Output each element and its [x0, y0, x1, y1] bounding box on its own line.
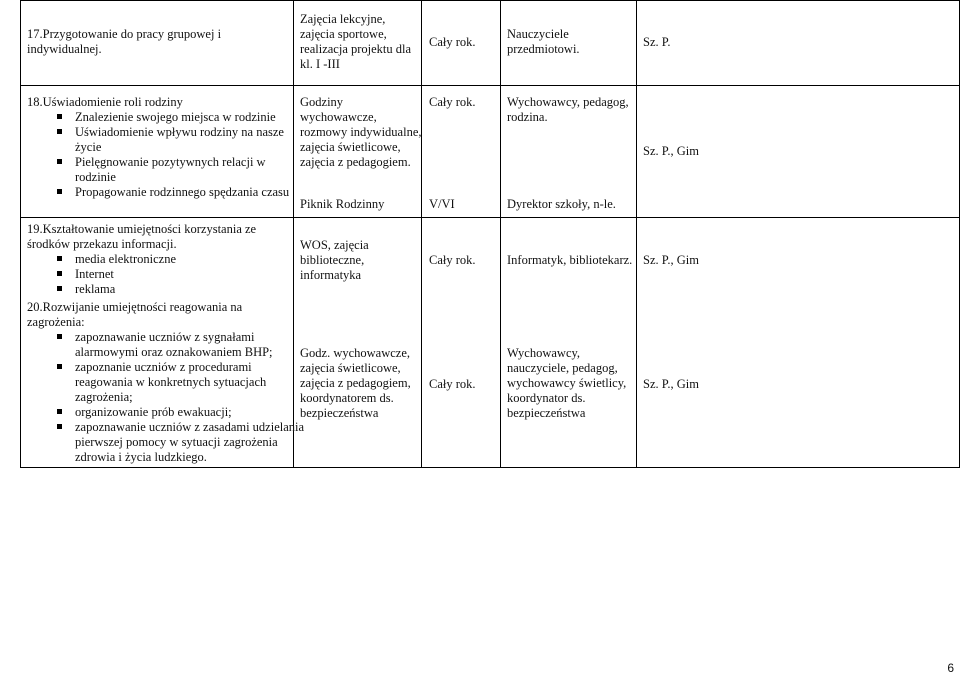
row-19-time: Cały rok. [429, 253, 476, 267]
row-17-topic [27, 27, 221, 57]
responsible-line: Wychowawcy, [507, 346, 581, 360]
topic-title: zagrożenia: [27, 315, 85, 329]
list-item: organizowanie prób ewakuacji; [27, 405, 304, 420]
forms-line: wychowawcze, [300, 110, 377, 124]
row-divider [20, 85, 960, 86]
row-20-forms [300, 346, 411, 421]
row-18-forms [300, 95, 422, 170]
responsible-line: przedmiotowi. [507, 42, 580, 56]
page-number: 6 [947, 661, 954, 675]
topic-line: indywidualnej. [27, 42, 102, 56]
row-20-responsible [507, 346, 626, 421]
list-item: Propagowanie rodzinnego spędzania czasu [27, 185, 289, 200]
table-bottom-border [20, 467, 960, 468]
row-19-responsible: Informatyk, bibliotekarz. [507, 253, 633, 267]
topic-title: środków przekazu informacji. [27, 237, 177, 251]
list-item: Uświadomienie wpływu rodziny na nasze życie [27, 125, 289, 155]
column-divider [421, 0, 422, 467]
row-18-extra-forms: Piknik Rodzinny [300, 197, 385, 211]
list-item: Internet [27, 267, 256, 282]
column-divider [636, 0, 637, 467]
forms-line: Godz. wychowawcze, [300, 346, 411, 360]
row-19-topic [27, 222, 256, 297]
responsible-line: koordynator ds. [507, 391, 586, 405]
forms-line: zajęcia świetlicowe, [300, 140, 401, 154]
list-item: zapoznawanie uczniów z sygnałami alarmowymi oraz oznakowaniem BHP; [27, 330, 304, 360]
row-20-notes: Sz. P., Gim [643, 377, 699, 391]
row-18-notes: Sz. P., Gim [643, 144, 699, 158]
forms-line: rozmowy indywidualne, [300, 125, 422, 139]
forms-line: Godziny [300, 95, 344, 109]
forms-line: zajęcia z pedagogiem, [300, 376, 411, 390]
row-18-time: Cały rok. [429, 95, 476, 109]
list-item: Pielęgnowanie pozytywnych relacji w rodzinie [27, 155, 289, 185]
topic-line: 17.Przygotowanie do pracy grupowej i [27, 27, 222, 41]
responsible-line: wychowawcy świetlicy, [507, 376, 627, 390]
row-18-extra-time: V/VI [429, 197, 455, 211]
topic-bullet-list [27, 110, 289, 200]
list-item: Znalezienie swojego miejsca w rodzinie [27, 110, 289, 125]
list-item: media elektroniczne [27, 252, 256, 267]
topic-title: 20.Rozwijanie umiejętności reagowania na [27, 300, 243, 314]
row-17-notes: Sz. P. [643, 35, 671, 49]
row-divider [20, 217, 960, 218]
responsible-line: bezpieczeństwa [507, 406, 586, 420]
row-20-time: Cały rok. [429, 377, 476, 391]
responsible-line: Nauczyciele [507, 27, 569, 41]
topic-bullet-list [27, 330, 304, 465]
row-20-topic [27, 300, 304, 465]
forms-line: zajęcia z pedagogiem. [300, 155, 411, 169]
forms-line: bezpieczeństwa [300, 406, 379, 420]
forms-line: biblioteczne, [300, 253, 365, 267]
topic-title: 18.Uświadomienie roli rodziny [27, 95, 183, 109]
list-item: reklama [27, 282, 256, 297]
row-19-notes: Sz. P., Gim [643, 253, 699, 267]
responsible-line: nauczyciele, pedagog, [507, 361, 618, 375]
forms-line: Zajęcia lekcyjne, [300, 12, 386, 26]
list-item: zapoznawanie uczniów z zasadami udzielania pierwszej pomocy w sytuacji zagrożenia zdrowia i życia ludzkiego. [27, 420, 304, 465]
forms-line: zajęcia świetlicowe, [300, 361, 401, 375]
responsible-line: rodzina. [507, 110, 548, 124]
forms-line: informatyka [300, 268, 362, 282]
forms-line: WOS, zajęcia [300, 238, 369, 252]
row-18-responsible [507, 95, 629, 125]
topic-title: 19.Kształtowanie umiejętności korzystania ze [27, 222, 257, 236]
list-item: zapoznanie uczniów z procedurami reagowania w konkretnych sytuacjach zagrożenia; [27, 360, 304, 405]
row-17-time: Cały rok. [429, 35, 476, 49]
forms-line: realizacja projektu dla [300, 42, 412, 56]
column-divider [500, 0, 501, 467]
row-18-topic [27, 95, 289, 200]
table-top-border [20, 0, 960, 1]
row-18-extra-responsible: Dyrektor szkoły, n-le. [507, 197, 616, 211]
forms-line: koordynatorem ds. [300, 391, 394, 405]
row-17-responsible [507, 27, 580, 57]
responsible-line: Wychowawcy, pedagog, [507, 95, 629, 109]
forms-line: kl. I -III [300, 57, 340, 71]
topic-bullet-list [27, 252, 256, 297]
table-left-border [20, 0, 21, 467]
row-17-forms [300, 12, 411, 72]
forms-line: zajęcia sportowe, [300, 27, 387, 41]
row-19-forms [300, 238, 369, 283]
